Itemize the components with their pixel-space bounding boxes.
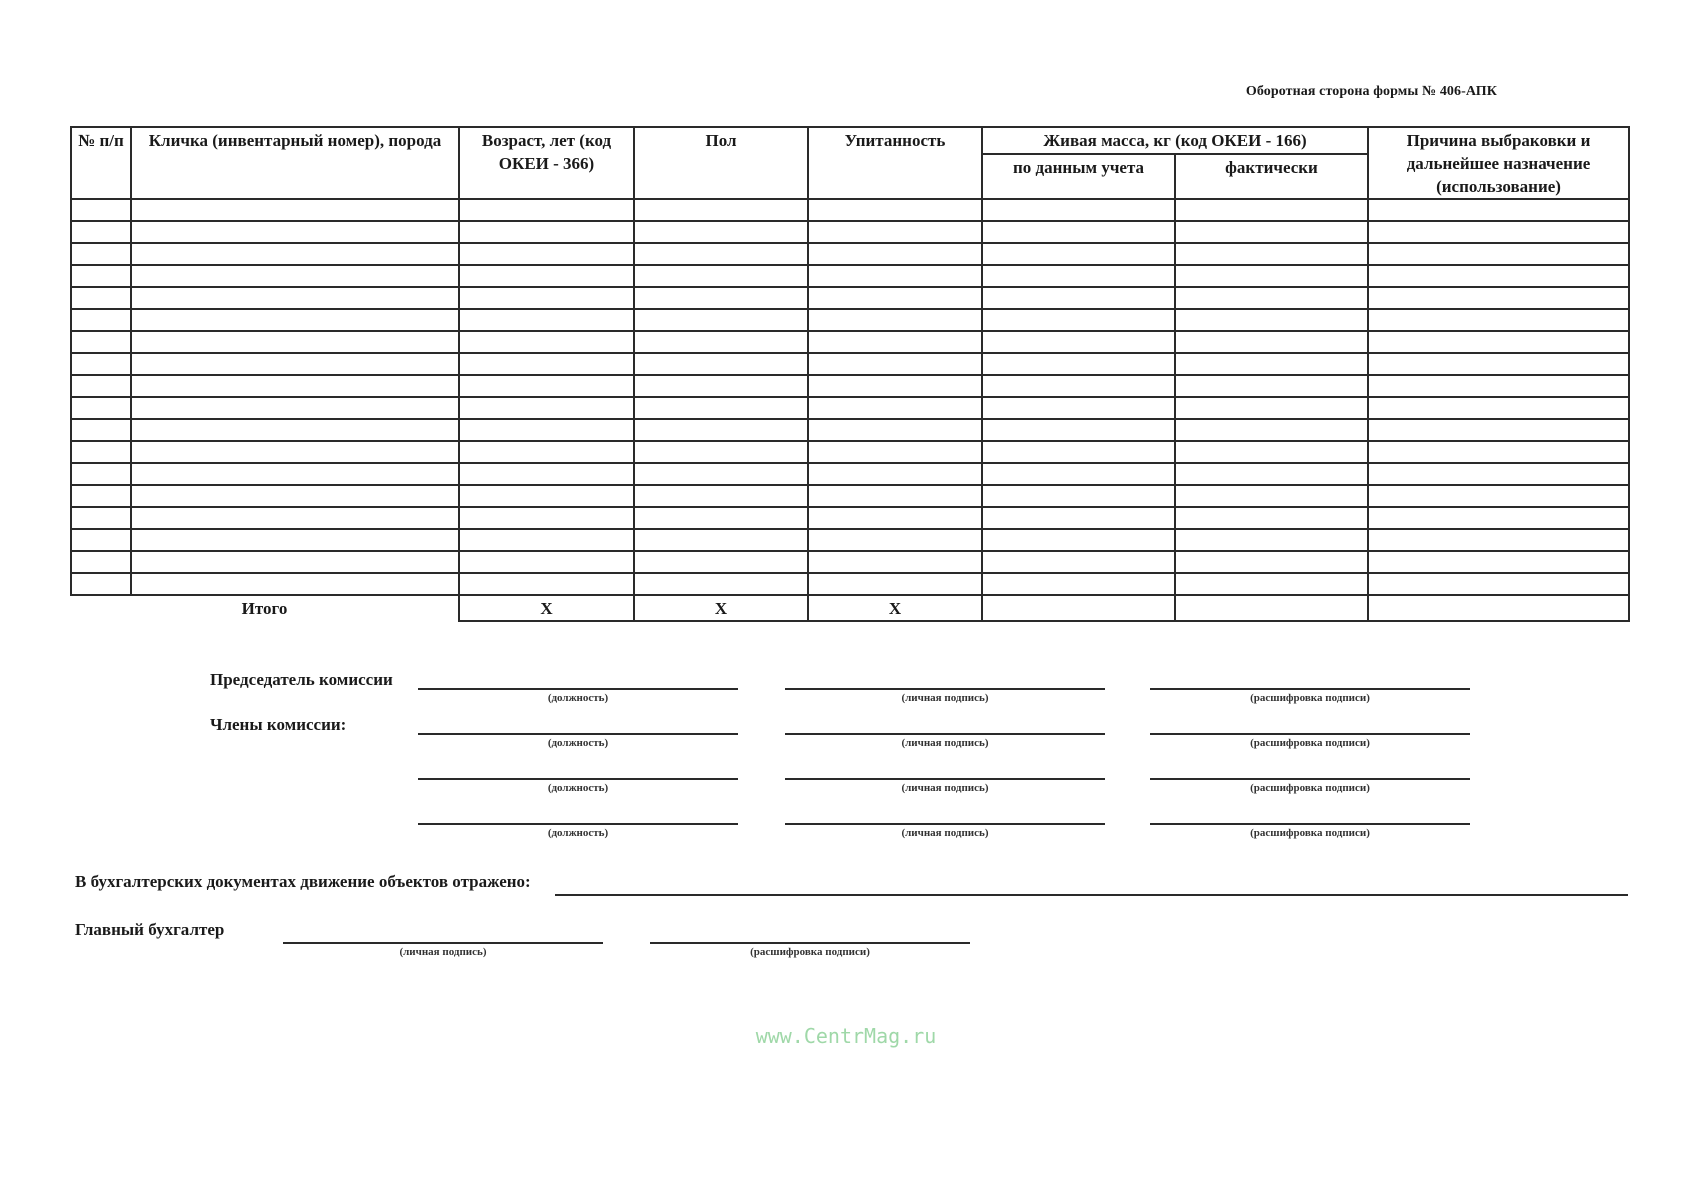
table-row	[71, 331, 1629, 353]
cell-mass-actual[interactable]	[1175, 309, 1368, 331]
cell-mass-actual[interactable]	[1175, 551, 1368, 573]
cell-age[interactable]	[459, 397, 634, 419]
cell-mass-record[interactable]	[982, 375, 1175, 397]
cell-age[interactable]	[459, 529, 634, 551]
cell-age[interactable]	[459, 419, 634, 441]
cell-sex[interactable]	[634, 353, 808, 375]
cell-name[interactable]	[131, 419, 459, 441]
total-mass-actual-cell[interactable]	[1175, 595, 1368, 621]
cell-sex[interactable]	[634, 441, 808, 463]
table-row	[71, 375, 1629, 397]
cell-age[interactable]	[459, 551, 634, 573]
cell-age[interactable]	[459, 199, 634, 221]
sig-line-signature[interactable]	[785, 733, 1105, 735]
cell-fatness[interactable]	[808, 375, 982, 397]
cell-sex[interactable]	[634, 221, 808, 243]
cell-num[interactable]	[71, 441, 131, 463]
cell-name[interactable]	[131, 507, 459, 529]
cell-reason[interactable]	[1368, 419, 1629, 441]
cell-mass-record[interactable]	[982, 551, 1175, 573]
cell-reason[interactable]	[1368, 221, 1629, 243]
sig-line-signature[interactable]	[785, 688, 1105, 690]
cell-num[interactable]	[71, 463, 131, 485]
cell-name[interactable]	[131, 221, 459, 243]
cell-fatness[interactable]	[808, 507, 982, 529]
cell-mass-record[interactable]	[982, 221, 1175, 243]
table-row	[71, 265, 1629, 287]
header-fatness: Упитанность	[808, 127, 982, 199]
table-row	[71, 243, 1629, 265]
cell-fatness[interactable]	[808, 221, 982, 243]
cell-reason[interactable]	[1368, 397, 1629, 419]
cell-age[interactable]	[459, 287, 634, 309]
sig-caption-signature: (личная подпись)	[901, 782, 989, 794]
total-sex-cell: Х	[634, 595, 808, 621]
cell-mass-actual[interactable]	[1175, 573, 1368, 595]
cell-reason[interactable]	[1368, 507, 1629, 529]
cell-mass-record[interactable]	[982, 463, 1175, 485]
header-num: № п/п	[71, 127, 131, 199]
cell-mass-record[interactable]	[982, 397, 1175, 419]
cell-mass-actual[interactable]	[1175, 463, 1368, 485]
cell-name[interactable]	[131, 265, 459, 287]
cell-sex[interactable]	[634, 463, 808, 485]
cell-sex[interactable]	[634, 309, 808, 331]
sig-line-decode[interactable]	[1150, 733, 1470, 735]
cell-mass-actual[interactable]	[1175, 507, 1368, 529]
cell-age[interactable]	[459, 507, 634, 529]
cell-reason[interactable]	[1368, 463, 1629, 485]
cell-mass-record[interactable]	[982, 265, 1175, 287]
cell-name[interactable]	[131, 397, 459, 419]
members-label: Члены комиссии:	[210, 715, 347, 734]
cell-num[interactable]	[71, 243, 131, 265]
cell-mass-record[interactable]	[982, 485, 1175, 507]
cell-name[interactable]	[131, 331, 459, 353]
sig-line-position[interactable]	[418, 823, 738, 825]
cell-sex[interactable]	[634, 243, 808, 265]
cell-num[interactable]	[71, 485, 131, 507]
cell-num[interactable]	[71, 397, 131, 419]
cell-sex[interactable]	[634, 199, 808, 221]
cell-num[interactable]	[71, 309, 131, 331]
header-mass-actual: фактически	[1175, 154, 1368, 199]
cell-fatness[interactable]	[808, 287, 982, 309]
cell-mass-record[interactable]	[982, 353, 1175, 375]
cell-age[interactable]	[459, 243, 634, 265]
cell-mass-record[interactable]	[982, 573, 1175, 595]
cell-name[interactable]	[131, 485, 459, 507]
form-side-label: Оборотная сторона формы № 406-АПК	[1245, 84, 1497, 99]
cell-fatness[interactable]	[808, 419, 982, 441]
cell-mass-actual[interactable]	[1175, 353, 1368, 375]
cell-mass-actual[interactable]	[1175, 331, 1368, 353]
sig-caption-signature: (личная подпись)	[901, 692, 989, 704]
header-age: Возраст, лет (код ОКЕИ - 366)	[459, 127, 634, 199]
cell-mass-record[interactable]	[982, 529, 1175, 551]
cell-age[interactable]	[459, 375, 634, 397]
cell-reason[interactable]	[1368, 243, 1629, 265]
cell-mass-actual[interactable]	[1175, 287, 1368, 309]
cell-num[interactable]	[71, 551, 131, 573]
cell-num[interactable]	[71, 419, 131, 441]
cell-sex[interactable]	[634, 397, 808, 419]
cell-fatness[interactable]	[808, 199, 982, 221]
cell-reason[interactable]	[1368, 551, 1629, 573]
cell-age[interactable]	[459, 353, 634, 375]
sig-caption-position: (должность)	[547, 737, 609, 749]
cell-reason[interactable]	[1368, 309, 1629, 331]
table-row	[71, 485, 1629, 507]
sig-caption-position: (должность)	[547, 827, 609, 839]
cell-fatness[interactable]	[808, 397, 982, 419]
sig-caption-position: (должность)	[547, 692, 609, 704]
sig-caption-signature: (личная подпись)	[901, 827, 989, 839]
cell-name[interactable]	[131, 287, 459, 309]
cell-name[interactable]	[131, 529, 459, 551]
cell-mass-record[interactable]	[982, 243, 1175, 265]
cell-fatness[interactable]	[808, 331, 982, 353]
cell-mass-record[interactable]	[982, 507, 1175, 529]
cell-sex[interactable]	[634, 419, 808, 441]
cell-fatness[interactable]	[808, 265, 982, 287]
table-row	[71, 463, 1629, 485]
cell-reason[interactable]	[1368, 199, 1629, 221]
cell-sex[interactable]	[634, 507, 808, 529]
chief-signature-line[interactable]	[283, 942, 603, 944]
cell-mass-actual[interactable]	[1175, 265, 1368, 287]
cell-fatness[interactable]	[808, 353, 982, 375]
cell-mass-actual[interactable]	[1175, 485, 1368, 507]
table-row	[71, 199, 1629, 221]
cell-fatness[interactable]	[808, 529, 982, 551]
cell-name[interactable]	[131, 199, 459, 221]
cell-reason[interactable]	[1368, 441, 1629, 463]
cell-sex[interactable]	[634, 331, 808, 353]
cell-num[interactable]	[71, 353, 131, 375]
cell-fatness[interactable]	[808, 309, 982, 331]
cell-reason[interactable]	[1368, 529, 1629, 551]
cell-reason[interactable]	[1368, 375, 1629, 397]
cell-name[interactable]	[131, 375, 459, 397]
cell-name[interactable]	[131, 551, 459, 573]
cell-fatness[interactable]	[808, 573, 982, 595]
chief-accountant-label: Главный бухгалтер	[75, 920, 225, 939]
cell-mass-actual[interactable]	[1175, 243, 1368, 265]
table-row	[71, 397, 1629, 419]
cell-mass-record[interactable]	[982, 331, 1175, 353]
cell-age[interactable]	[459, 309, 634, 331]
cell-age[interactable]	[459, 573, 634, 595]
cell-age[interactable]	[459, 265, 634, 287]
cell-sex[interactable]	[634, 375, 808, 397]
sig-line-position[interactable]	[418, 733, 738, 735]
table-row	[71, 419, 1629, 441]
cell-reason[interactable]	[1368, 353, 1629, 375]
cell-mass-actual[interactable]	[1175, 397, 1368, 419]
cell-reason[interactable]	[1368, 573, 1629, 595]
cell-mass-actual[interactable]	[1175, 529, 1368, 551]
table-row	[71, 573, 1629, 595]
chairman-label: Председатель комиссии	[210, 670, 393, 689]
culling-table	[70, 126, 1630, 622]
cell-fatness[interactable]	[808, 551, 982, 573]
table-row	[71, 353, 1629, 375]
total-fatness-cell: Х	[808, 595, 982, 621]
chief-decode-line[interactable]	[650, 942, 970, 944]
accounting-line[interactable]	[555, 894, 1628, 896]
sig-line-position[interactable]	[418, 688, 738, 690]
cell-mass-record[interactable]	[982, 419, 1175, 441]
cell-age[interactable]	[459, 485, 634, 507]
sig-caption-decode: (расшифровка подписи)	[1250, 782, 1370, 794]
sig-line-decode[interactable]	[1150, 688, 1470, 690]
cell-num[interactable]	[71, 221, 131, 243]
cell-mass-actual[interactable]	[1175, 221, 1368, 243]
total-mass-record-cell[interactable]	[982, 595, 1175, 621]
chief-decode-caption: (расшифровка подписи)	[750, 946, 870, 958]
cell-name[interactable]	[131, 353, 459, 375]
cell-mass-record[interactable]	[982, 309, 1175, 331]
cell-num[interactable]	[71, 375, 131, 397]
cell-age[interactable]	[459, 441, 634, 463]
sig-line-position[interactable]	[418, 778, 738, 780]
cell-sex[interactable]	[634, 485, 808, 507]
cell-age[interactable]	[459, 221, 634, 243]
sig-caption-decode: (расшифровка подписи)	[1250, 737, 1370, 749]
total-label: Итого	[71, 595, 459, 621]
table-row	[71, 441, 1629, 463]
table-row	[71, 507, 1629, 529]
cell-sex[interactable]	[634, 287, 808, 309]
cell-sex[interactable]	[634, 551, 808, 573]
total-age-cell: Х	[459, 595, 634, 621]
cell-name[interactable]	[131, 463, 459, 485]
cell-sex[interactable]	[634, 265, 808, 287]
accounting-label: В бухгалтерских документах движение объектов отражено:	[75, 872, 531, 891]
cell-reason[interactable]	[1368, 331, 1629, 353]
table-row	[71, 221, 1629, 243]
total-reason-cell[interactable]	[1368, 595, 1629, 621]
cell-name[interactable]	[131, 309, 459, 331]
table-row	[71, 309, 1629, 331]
cell-mass-actual[interactable]	[1175, 199, 1368, 221]
cell-reason[interactable]	[1368, 265, 1629, 287]
cell-reason[interactable]	[1368, 287, 1629, 309]
sig-caption-decode: (расшифровка подписи)	[1250, 827, 1370, 839]
cell-name[interactable]	[131, 243, 459, 265]
cell-num[interactable]	[71, 199, 131, 221]
cell-name[interactable]	[131, 573, 459, 595]
cell-num[interactable]	[71, 287, 131, 309]
table-row	[71, 551, 1629, 573]
sig-line-signature[interactable]	[785, 823, 1105, 825]
table-row	[71, 529, 1629, 551]
cell-age[interactable]	[459, 463, 634, 485]
cell-num[interactable]	[71, 265, 131, 287]
cell-mass-record[interactable]	[982, 441, 1175, 463]
cell-mass-actual[interactable]	[1175, 419, 1368, 441]
table-row	[71, 287, 1629, 309]
cell-num[interactable]	[71, 573, 131, 595]
header-sex: Пол	[634, 127, 808, 199]
cell-num[interactable]	[71, 507, 131, 529]
sig-line-decode[interactable]	[1150, 778, 1470, 780]
cell-mass-record[interactable]	[982, 287, 1175, 309]
chief-signature-caption: (личная подпись)	[399, 946, 487, 958]
watermark: www.CentrMag.ru	[755, 1024, 937, 1048]
header-name: Кличка (инвентарный номер), порода	[131, 127, 459, 199]
header-reason: Причина выбраковки и дальнейшее назначение (использование)	[1368, 127, 1629, 199]
cell-reason[interactable]	[1368, 485, 1629, 507]
cell-mass-record[interactable]	[982, 199, 1175, 221]
cell-num[interactable]	[71, 529, 131, 551]
cell-fatness[interactable]	[808, 441, 982, 463]
sig-caption-signature: (личная подпись)	[901, 737, 989, 749]
cell-fatness[interactable]	[808, 243, 982, 265]
cell-name[interactable]	[131, 441, 459, 463]
cell-num[interactable]	[71, 331, 131, 353]
cell-mass-actual[interactable]	[1175, 441, 1368, 463]
sig-caption-position: (должность)	[547, 782, 609, 794]
header-mass-group: Живая масса, кг (код ОКЕИ - 166)	[982, 127, 1368, 154]
sig-caption-decode: (расшифровка подписи)	[1250, 692, 1370, 704]
cell-fatness[interactable]	[808, 485, 982, 507]
sig-line-signature[interactable]	[785, 778, 1105, 780]
cell-sex[interactable]	[634, 529, 808, 551]
sig-line-decode[interactable]	[1150, 823, 1470, 825]
cell-fatness[interactable]	[808, 463, 982, 485]
header-mass-record: по данным учета	[982, 154, 1175, 199]
cell-age[interactable]	[459, 331, 634, 353]
cell-mass-actual[interactable]	[1175, 375, 1368, 397]
cell-sex[interactable]	[634, 573, 808, 595]
